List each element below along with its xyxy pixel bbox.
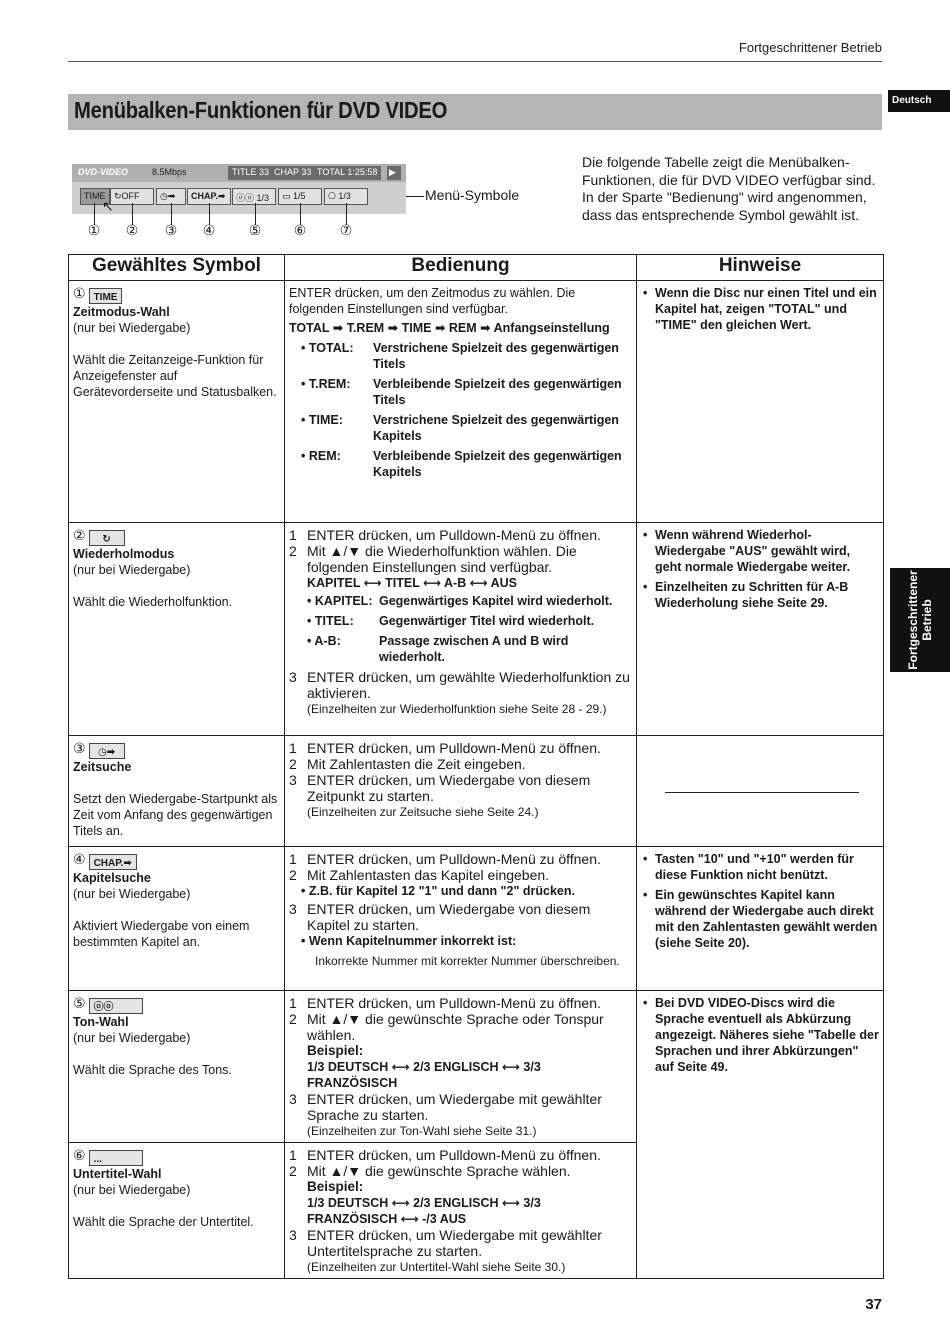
page-reference: (Einzelheiten zur Untertitel-Wahl siehe Seite 30.) [307,1260,566,1274]
note-item: • Bei DVD VIDEO-Discs wird die Sprache eventuell als Abkürzung angezeigt. Näheres siehe "Tabelle der Sprachen und ihrer Abkürzungen" auf Seite 49. [643,996,879,1074]
step-2: 2 Mit Zahlentasten das Kapitel eingeben. [289,867,550,883]
menubar-status-row [72,164,406,182]
notes-cell [637,991,884,1279]
operation-cell [285,736,637,847]
symbol-description: Wählt die Sprache des Tons. [73,1063,232,1077]
symbol-condition: (nur bei Wiedergabe) [73,321,191,335]
step-2: 2 Mit Zahlentasten die Zeit eingeben. [289,756,526,772]
callout-1: ① [87,222,101,238]
symbol-condition: (nur bei Wiedergabe) [73,563,191,577]
repeat-icon: ↻ [89,530,125,546]
step-1: 1 ENTER drücken, um Pulldown-Menü zu öffnen. [289,995,601,1011]
menu-symbols-label: Menü-Symbole [425,187,520,203]
menubar-chapter-slot: CHAP.➡ [187,188,231,205]
table-row [69,736,884,847]
list-item: • REM: Verbleibende Spielzeit des gegenwärtigen Kapitels [301,449,622,479]
symbol-description: Setzt den Wiedergabe-Startpunkt als Zeit vom Anfang des gegenwärtigen Titels an. [73,792,278,838]
example-sequence: 1/3 DEUTSCH ⟷ 2/3 ENGLISCH ⟷ 3/3 FRANZÖSISCH ⟷ -/3 AUS [307,1196,541,1226]
clock-arrow-icon: ◷➡ [160,191,176,201]
subtitle-icon: ▭ [282,191,294,201]
step-2: 2 Mit ▲/▼ die gewünschte Sprache oder Tonspur wählen. [289,1011,604,1043]
list-item: • T.REM: Verbleibende Spielzeit des gegenwärtigen Titels [301,377,622,407]
step-3: 3 ENTER drücken, um gewählte Wiederholfunktion zu aktivieren. [289,669,630,701]
note-item: • Ein gewünschtes Kapitel kann während der Wiedergabe auch direkt mit den Zahlentasten gewählt werden (siehe Seite 20). [643,888,878,950]
menubar-disc-type: DVD-VIDEO [78,167,129,177]
header-symbol: Gewähltes Symbol [69,255,285,281]
row-number: ⑥ [73,1147,86,1163]
symbol-condition: (nur bei Wiedergabe) [73,1031,191,1045]
menubar-repeat-slot: ↻OFF [110,188,154,205]
step-1: 1 ENTER drücken, um Pulldown-Menü zu öffnen. [289,851,601,867]
example-label: Beispiel: [307,1179,364,1194]
intro-text: Die folgende Tabelle zeigt die Menübalken-Funktionen, die für DVD VIDEO verfügbar sind. In der Sparte "Bedienung" wird angenommen, dass das entsprechende Symbol gewählt ist. [582,154,876,223]
cursor-icon: ↖ [102,198,114,214]
symbol-name: Zeitmodus-Wahl [73,305,170,319]
page-reference: (Einzelheiten zur Ton-Wahl siehe Seite 31.) [307,1124,537,1138]
example-label: Beispiel: [307,1043,364,1058]
note-item: • Wenn während Wiederhol-Wiedergabe "AUS" gewählt wird, geht normale Wiedergabe weiter. [643,528,851,574]
menubar-audio-slot: ⓞⓞ 1/3 [232,188,276,205]
menubar-title-box: TITLE 33 [228,166,273,180]
symbol-description: Aktiviert Wiedergabe von einem bestimmten Kapitel an. [73,919,250,949]
menubar-angle-slot: ⎔ 1/3 [324,188,368,205]
camera-angle-icon: ⎔ [328,191,339,201]
header-rule [68,61,882,62]
subtitle-icon: ... [89,1150,143,1166]
note-item: • Tasten "10" und "+10" werden für diese Funktion nicht benützt. [643,852,854,882]
row-number: ③ [73,740,86,756]
symbol-description: Wählt die Sprache der Untertitel. [73,1215,254,1229]
symbol-name: Kapitelsuche [73,871,151,885]
audio-icon: ⓞⓞ [89,998,143,1014]
symbol-name: Untertitel-Wahl [73,1167,162,1181]
side-tab-line-2: Betrieb [920,599,934,641]
symbol-condition: (nur bei Wiedergabe) [73,887,191,901]
chapter-arrow-icon: CHAP.➡ [89,854,137,870]
notes-cell [637,523,884,736]
running-header: Fortgeschrittener Betrieb [738,40,882,55]
menubar-chap-box: CHAP 33 [270,166,315,180]
step-1: 1 ENTER drücken, um Pulldown-Menü zu öffnen. [289,1147,601,1163]
row-number: ② [73,527,86,543]
menubar-subtitle-slot: ▭ 1/5 [278,188,322,205]
symbol-cell [69,281,285,523]
header-operation: Bedienung [285,255,637,281]
symbol-cell [69,991,285,1143]
table-row [69,991,884,1143]
menubar-bitrate: 8.5Mbps [152,167,187,177]
play-icon: ▶ [387,166,401,180]
callout-6: ⑥ [293,222,307,238]
symbol-name: Ton-Wahl [73,1015,129,1029]
step-2: 2 Mit ▲/▼ die Wiederholfunktion wählen. Die folgenden Einstellungen sind verfügbar. [289,543,577,575]
callout-4: ④ [202,222,216,238]
step-1: 1 ENTER drücken, um Pulldown-Menü zu öffnen. [289,527,601,543]
symbol-description: Wählt die Zeitanzeige-Funktion für Anzeigefenster auf Gerätevorderseite und Statusbalken. [73,353,277,399]
step-1: 1 ENTER drücken, um Pulldown-Menü zu öffnen. [289,740,601,756]
note-item: • Einzelheiten zu Schritten für A-B Wiederholung siehe Seite 29. [643,580,849,610]
table-header-row [69,255,884,281]
table-row [69,523,884,736]
section-side-tab [890,568,950,672]
step-3: 3 ENTER drücken, um Wiedergabe von diesem Zeitpunkt zu starten. [289,772,591,804]
operation-cell [285,523,637,736]
table-row [69,847,884,991]
symbol-cell [69,523,285,736]
operation-cell [285,991,637,1143]
notes-cell [637,736,884,847]
audio-icon: ⓞⓞ [236,193,257,203]
operation-cell [285,847,637,991]
notes-cell [637,281,884,523]
menubar-total-box: TOTAL 1:25:58 [313,166,381,180]
operation-intro: ENTER drücken, um den Zeitmodus zu wählen. Die folgenden Einstellungen sind verfügbar. [289,286,576,316]
operation-cell [285,281,637,523]
row-number: ⑤ [73,995,86,1011]
repeat-icon: ↻ [114,191,122,201]
operation-sequence: KAPITEL ⟷ TITEL ⟷ A-B ⟷ AUS [307,576,518,590]
step-note-detail: Inkorrekte Nummer mit korrekter Nummer überschreiben. [315,954,620,968]
notes-cell [637,847,884,991]
page-title: Menübalken-Funktionen für DVD VIDEO [74,97,448,123]
callout-7: ⑦ [339,222,353,238]
callout-3: ③ [164,222,178,238]
operation-cell [285,1143,637,1279]
page-reference: (Einzelheiten zur Wiederholfunktion siehe Seite 28 - 29.) [307,702,607,716]
row-number: ④ [73,851,86,867]
callout-5: ⑤ [248,222,262,238]
symbol-name: Zeitsuche [73,760,132,774]
step-3: 3 ENTER drücken, um Wiedergabe mit gewählter Untertitelsprache zu starten. [289,1227,602,1259]
side-tab-line-1: Fortgeschrittener [906,570,920,670]
time-icon: TIME [89,288,123,304]
language-tab: Deutsch [888,90,950,112]
list-item: • A-B: Passage zwischen A und B wird wiederholt. [307,634,569,664]
symbol-condition: (nur bei Wiedergabe) [73,1183,191,1197]
example-sequence: 1/3 DEUTSCH ⟷ 2/3 ENGLISCH ⟷ 3/3 FRANZÖSISCH [307,1060,541,1090]
function-table [68,254,884,1279]
page-reference: (Einzelheiten zur Zeitsuche siehe Seite 24.) [307,805,539,819]
note-item: • Wenn die Disc nur einen Titel und ein Kapitel hat, zeigen "TOTAL" und "TIME" den gleichen Wert. [643,286,877,332]
step-3: 3 ENTER drücken, um Wiedergabe mit gewählter Sprache zu starten. [289,1091,602,1123]
menubar-symbol-row [72,182,406,214]
list-item: • KAPITEL: Gegenwärtiges Kapitel wird wiederholt. [307,594,613,608]
callout-2: ② [125,222,139,238]
step-note: • Wenn Kapitelnummer inkorrekt ist: [301,934,517,948]
step-3: 3 ENTER drücken, um Wiedergabe von diesem Kapitel zu starten. [289,901,591,933]
step-note: • Z.B. für Kapitel 12 "1" und dann "2" drücken. [301,884,575,898]
menubar-illustration [72,164,406,214]
operation-sequence: TOTAL ➡ T.REM ➡ TIME ➡ REM ➡ Anfangseinstellung [289,321,610,335]
step-2: 2 Mit ▲/▼ die gewünschte Sprache wählen. [289,1163,571,1179]
header-notes: Hinweise [637,255,884,281]
menu-symbols-leader [406,196,424,197]
symbol-cell [69,736,285,847]
menubar-time-slot: TIME [80,188,110,205]
list-item: • TITEL: Gegenwärtiger Titel wird wiederholt. [307,614,595,628]
list-item: • TIME: Verstrichene Spielzeit des gegenwärtigen Kapitels [301,413,619,443]
symbol-description: Wählt die Wiederholfunktion. [73,595,233,609]
symbol-cell [69,1143,285,1279]
table-row [69,281,884,523]
clock-arrow-icon: ◷➡ [89,743,125,759]
symbol-name: Wiederholmodus [73,547,175,561]
title-bar [68,94,882,130]
symbol-cell [69,847,285,991]
empty-note-line [665,792,859,793]
arrow-icon: ➡ [217,191,226,201]
row-number: ① [73,285,86,301]
page-number: 37 [865,1296,882,1313]
list-item: • TOTAL: Verstrichene Spielzeit des gegenwärtigen Titels [301,341,619,371]
